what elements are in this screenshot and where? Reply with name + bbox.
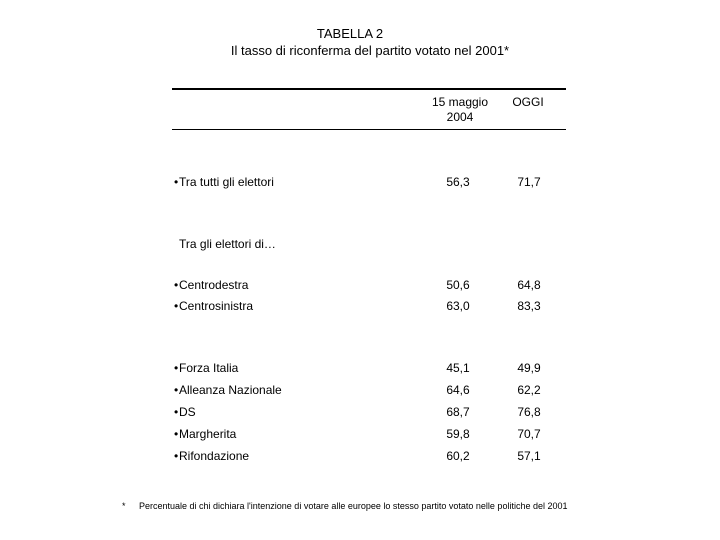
bullet-icon: •: [174, 405, 179, 419]
header-rule: [172, 129, 566, 130]
row-value-oggi: 83,3: [517, 299, 541, 313]
row-label-text: Tra tutti gli elettori: [179, 175, 274, 189]
row-value-oggi: 49,9: [517, 361, 541, 375]
table-row: [0, 426, 720, 442]
top-rule: [172, 88, 566, 90]
row-label-text: DS: [179, 405, 196, 419]
row-value-2004: 68,7: [446, 405, 470, 419]
table-subtitle: Il tasso di riconferma del partito votato nel 2001*: [230, 43, 510, 58]
table-row: [0, 174, 720, 190]
row-label: [174, 277, 248, 293]
table-row: [0, 382, 720, 398]
row-value-2004: 45,1: [446, 361, 470, 375]
row-label: [174, 426, 236, 442]
bullet-icon: •: [174, 449, 179, 463]
row-value-oggi: 57,1: [517, 449, 541, 463]
bullet-icon: •: [174, 278, 179, 292]
row-label-text: Rifondazione: [179, 449, 250, 463]
row-value-2004: 59,8: [446, 427, 470, 441]
row-value-oggi: 64,8: [517, 278, 541, 292]
footnote-mark: *: [122, 501, 126, 511]
row-label-text: Margherita: [179, 427, 237, 441]
row-value-oggi: 70,7: [517, 427, 541, 441]
row-value-2004: 63,0: [446, 299, 470, 313]
bullet-icon: •: [174, 427, 179, 441]
table-row: [0, 448, 720, 464]
row-label: [174, 360, 238, 376]
row-value-2004: 50,6: [446, 278, 470, 292]
column-header-date: [420, 95, 500, 125]
row-value-2004: 64,6: [446, 383, 470, 397]
column-header-date-line2: 2004: [446, 110, 474, 124]
row-value-oggi: 76,8: [517, 405, 541, 419]
row-label-text: Forza Italia: [179, 361, 239, 375]
row-value-2004: 60,2: [446, 449, 470, 463]
row-value-oggi: 62,2: [517, 383, 541, 397]
row-label-text: Alleanza Nazionale: [179, 383, 282, 397]
table-row: [0, 404, 720, 420]
section-label: Tra gli elettori di…: [179, 237, 276, 251]
table-title: TABELLA 2: [316, 26, 384, 41]
bullet-icon: •: [174, 299, 179, 313]
bullet-icon: •: [174, 361, 179, 375]
bullet-icon: •: [174, 383, 179, 397]
row-label: [174, 174, 274, 190]
row-label: [174, 298, 253, 314]
table-row: [0, 277, 720, 293]
bullet-icon: •: [174, 175, 179, 189]
row-label-text: Centrodestra: [179, 278, 249, 292]
column-header-date-line1: 15 maggio: [431, 95, 489, 109]
row-value-oggi: 71,7: [517, 175, 541, 189]
column-header-oggi: OGGI: [512, 95, 544, 109]
row-label: [174, 382, 282, 398]
footnote-text: Percentuale di chi dichiara l'intenzione di votare alle europee lo stesso partito votato nelle politiche del 2001: [139, 501, 568, 511]
row-value-2004: 56,3: [446, 175, 470, 189]
row-label: [174, 404, 196, 420]
row-label: [174, 448, 249, 464]
row-label-text: Centrosinistra: [179, 299, 254, 313]
table-row: [0, 298, 720, 314]
table-row: [0, 360, 720, 376]
